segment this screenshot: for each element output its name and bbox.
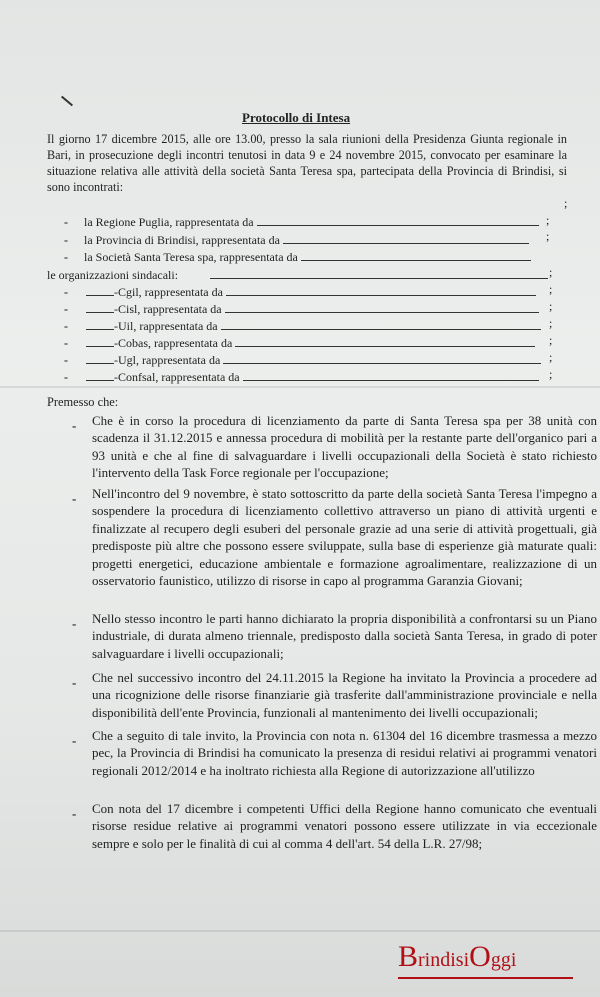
list-dash: - <box>64 353 68 367</box>
institution-line: la Provincia di Brindisi, rappresentata da <box>84 233 529 248</box>
paper-fold <box>0 386 600 388</box>
list-dash: - <box>72 418 77 433</box>
paper-fold <box>0 930 600 932</box>
premesso-heading: Premesso che: <box>47 395 119 409</box>
watermark-underline <box>398 977 573 979</box>
list-dash: - <box>64 319 68 333</box>
brindisioggi-watermark-logo: BrindisiOggi <box>398 940 517 973</box>
signature-blank <box>257 215 539 226</box>
union-line: -Ugl, rappresentata da <box>86 353 541 368</box>
union-line: -Uil, rappresentata da <box>86 319 541 334</box>
union-line: -Cgil, rappresentata da <box>86 285 536 300</box>
premise-item: Nello stesso incontro le parti hanno dichiarato la propria disponibilità a confrontarsi su un Piano industriale, di durata almeno triennale, predisposto dalla società Santa Teresa, in grado di poter salvaguardare i livelli occupazionali; <box>92 611 597 661</box>
signature-blank <box>301 250 531 261</box>
premise-item: Che nel successivo incontro del 24.11.2015 la Regione ha invitato la Provincia a procedere ad una ricognizione delle risorse finanziarie già trasferite dall'amministrazione provinciale e nella disponibilità dell'ente Provincia, funzionali al mantenimento dei livelli occupazionali; <box>92 670 597 720</box>
list-dash: - <box>64 370 68 384</box>
list-dash: - <box>64 336 68 350</box>
list-dash: - <box>64 233 68 247</box>
list-dash: - <box>64 215 68 229</box>
premise-item: Nell'incontro del 9 novembre, è stato sottoscritto da parte della società Santa Teresa l'impegno a sospendere la procedura di licenziamento collettivo attraverso un piano di attività urgenti e finalizzate al recupero degli esuberi del personale grazie ad una serie di attività progettuali, già predisposte più altre che possono essere sviluppate, sulla base di esperienze già maturate quali: progetti energetici, educazione ambientale e formazione agroalimentare, realizzazione di un osservatorio faunistico, utilizzo di risorse in capo al programma Garanzia Giovani; <box>92 486 597 589</box>
union-line: -Cobas, rappresentata da <box>86 336 535 351</box>
institution-line: la Società Santa Teresa spa, rappresentata da <box>84 250 531 265</box>
list-dash: - <box>72 675 77 690</box>
premise-item: Con nota del 17 dicembre i competenti Uffici della Regione hanno comunicato che eventuali risorse residue relative ai programmi venatori possono essere utilizzate in via eccezionale sempre e solo per le finalità di cui al comma 4 dell'art. 54 della L.R. 27/98; <box>92 801 597 851</box>
list-dash: - <box>64 250 68 264</box>
list-dash: - <box>72 733 77 748</box>
document-title: Protocollo di Intesa <box>242 110 351 125</box>
union-line: -Confsal, rappresentata da <box>86 370 539 385</box>
signature-blank <box>283 233 529 244</box>
list-dash: - <box>72 491 77 506</box>
union-line: -Cisl, rappresentata da <box>86 302 539 317</box>
document-page: Protocollo di Intesa Il giorno 17 dicembre 2015, alle ore 13.00, presso la sala riunioni della Presidenza Giunta regionale in Bari, in prosecuzione degli incontri tenutosi in data 9 e 24 novembre 2015, convocato per esaminare la situazione relativa alle attività della società Santa Teresa spa, partecipata della Provincia di Brindisi, si sono incontrati: - la Regione Puglia, rappresentata da ; ; - la Provincia di Brindisi, rappresentata da ; - la Società Santa Teresa spa, rappresentata da le organizzazioni sindacali: ; - -Cgil, rappresentata da ; - -Cisl, rappresentata da ; - -Uil, rappresentata da ; - -Cobas, rappresentata da ; - -Ugl, rappresentata da ; - -Confsal, rappresentata da ; Premesso che: - Che è in corso la procedura di licenziamento da parte di Santa Teresa spa per 38 unità con scadenza il 31.12.2015 e annessa procedura di mobilità per la restante parte dell'organico pari a 93 unità e che al fine di salvaguardare i livelli occupazionali della Società è stato richiesto l'intervento della Task Force regionale per l'occupazione; - Nell'incontro del 9 novembre, è stato sottoscritto da parte della società Santa Teresa l'impegno a sospendere la procedura di licenziamento collettivo attraverso un piano di attività urgenti e finalizzate al recupero degli esuberi del personale grazie ad una serie di attività progettuali, già predisposte più altre che possono essere sviluppate, sulla base di esperienze già maturate quali: progetti energetici, educazione ambientale e formazione agroalimentare, realizzazione di un osservatorio faunistico, utilizzo di risorse in capo al programma Garanzia Giovani; - Nello stesso incontro le parti hanno dichiarato la propria disponibilità a confrontarsi su un Piano industriale, di durata almeno triennale, predisposto dalla società Santa Teresa, in grado di poter salvaguardare i livelli occupazionali; - Che nel successivo incontro del 24.11.2015 la Regione ha invitato la Provincia a procedere ad una ricognizione delle risorse finanziarie già trasferite dall'amministrazione provinciale e nella disponibilità dell'ente Provincia, funzionali al mantenimento dei livelli occupazionali; - Che a seguito di tale invito, la Provincia con nota n. 61304 del 16 dicembre trasmessa a mezzo pec, la Provincia di Brindisi ha comunicato la presenza di residui relativi ai programmi venatori regionali 2012/2014 e ha inoltrato richiesta alla Regione di autorizzazione all'utilizzo - Con nota del 17 dicembre i competenti Uffici della Regione hanno comunicato che eventuali risorse residue relative ai programmi venatori possono essere utilizzate in via eccezionale sempre e solo per le finalità di cui al comma 4 dell'art. 54 della L.R. 27/98; BrindisiOggi <box>0 0 600 997</box>
intro-paragraph: Il giorno 17 dicembre 2015, alle ore 13.00, presso la sala riunioni della Presidenza Giunta regionale in Bari, in prosecuzione degli incontri tenutosi in data 9 e 24 novembre 2015, convocato per esaminare la situazione relativa alle attività della società Santa Teresa spa, partecipata della Provincia di Brindisi, si sono incontrati: <box>47 132 567 194</box>
premise-item: Che a seguito di tale invito, la Provincia con nota n. 61304 del 16 dicembre trasmessa a mezzo pec, la Provincia di Brindisi ha comunicato la presenza di residui relativi ai programmi venatori regionali 2012/2014 e ha inoltrato richiesta alla Regione di autorizzazione all'utilizzo <box>92 728 597 778</box>
premise-item: Che è in corso la procedura di licenziamento da parte di Santa Teresa spa per 38 unità con scadenza il 31.12.2015 e annessa procedura di mobilità per la restante parte dell'organico pari a 93 unità e che al fine di salvaguardare i livelli occupazionali della Società è stato richiesto l'intervento della Task Force regionale per l'occupazione; <box>92 413 597 481</box>
list-dash: - <box>72 616 77 631</box>
institution-line: la Regione Puglia, rappresentata da <box>84 215 539 230</box>
list-dash: - <box>64 285 68 299</box>
unions-intro: le organizzazioni sindacali: <box>47 268 179 282</box>
pen-mark <box>61 96 73 107</box>
list-dash: - <box>64 302 68 316</box>
list-dash: - <box>72 806 77 821</box>
